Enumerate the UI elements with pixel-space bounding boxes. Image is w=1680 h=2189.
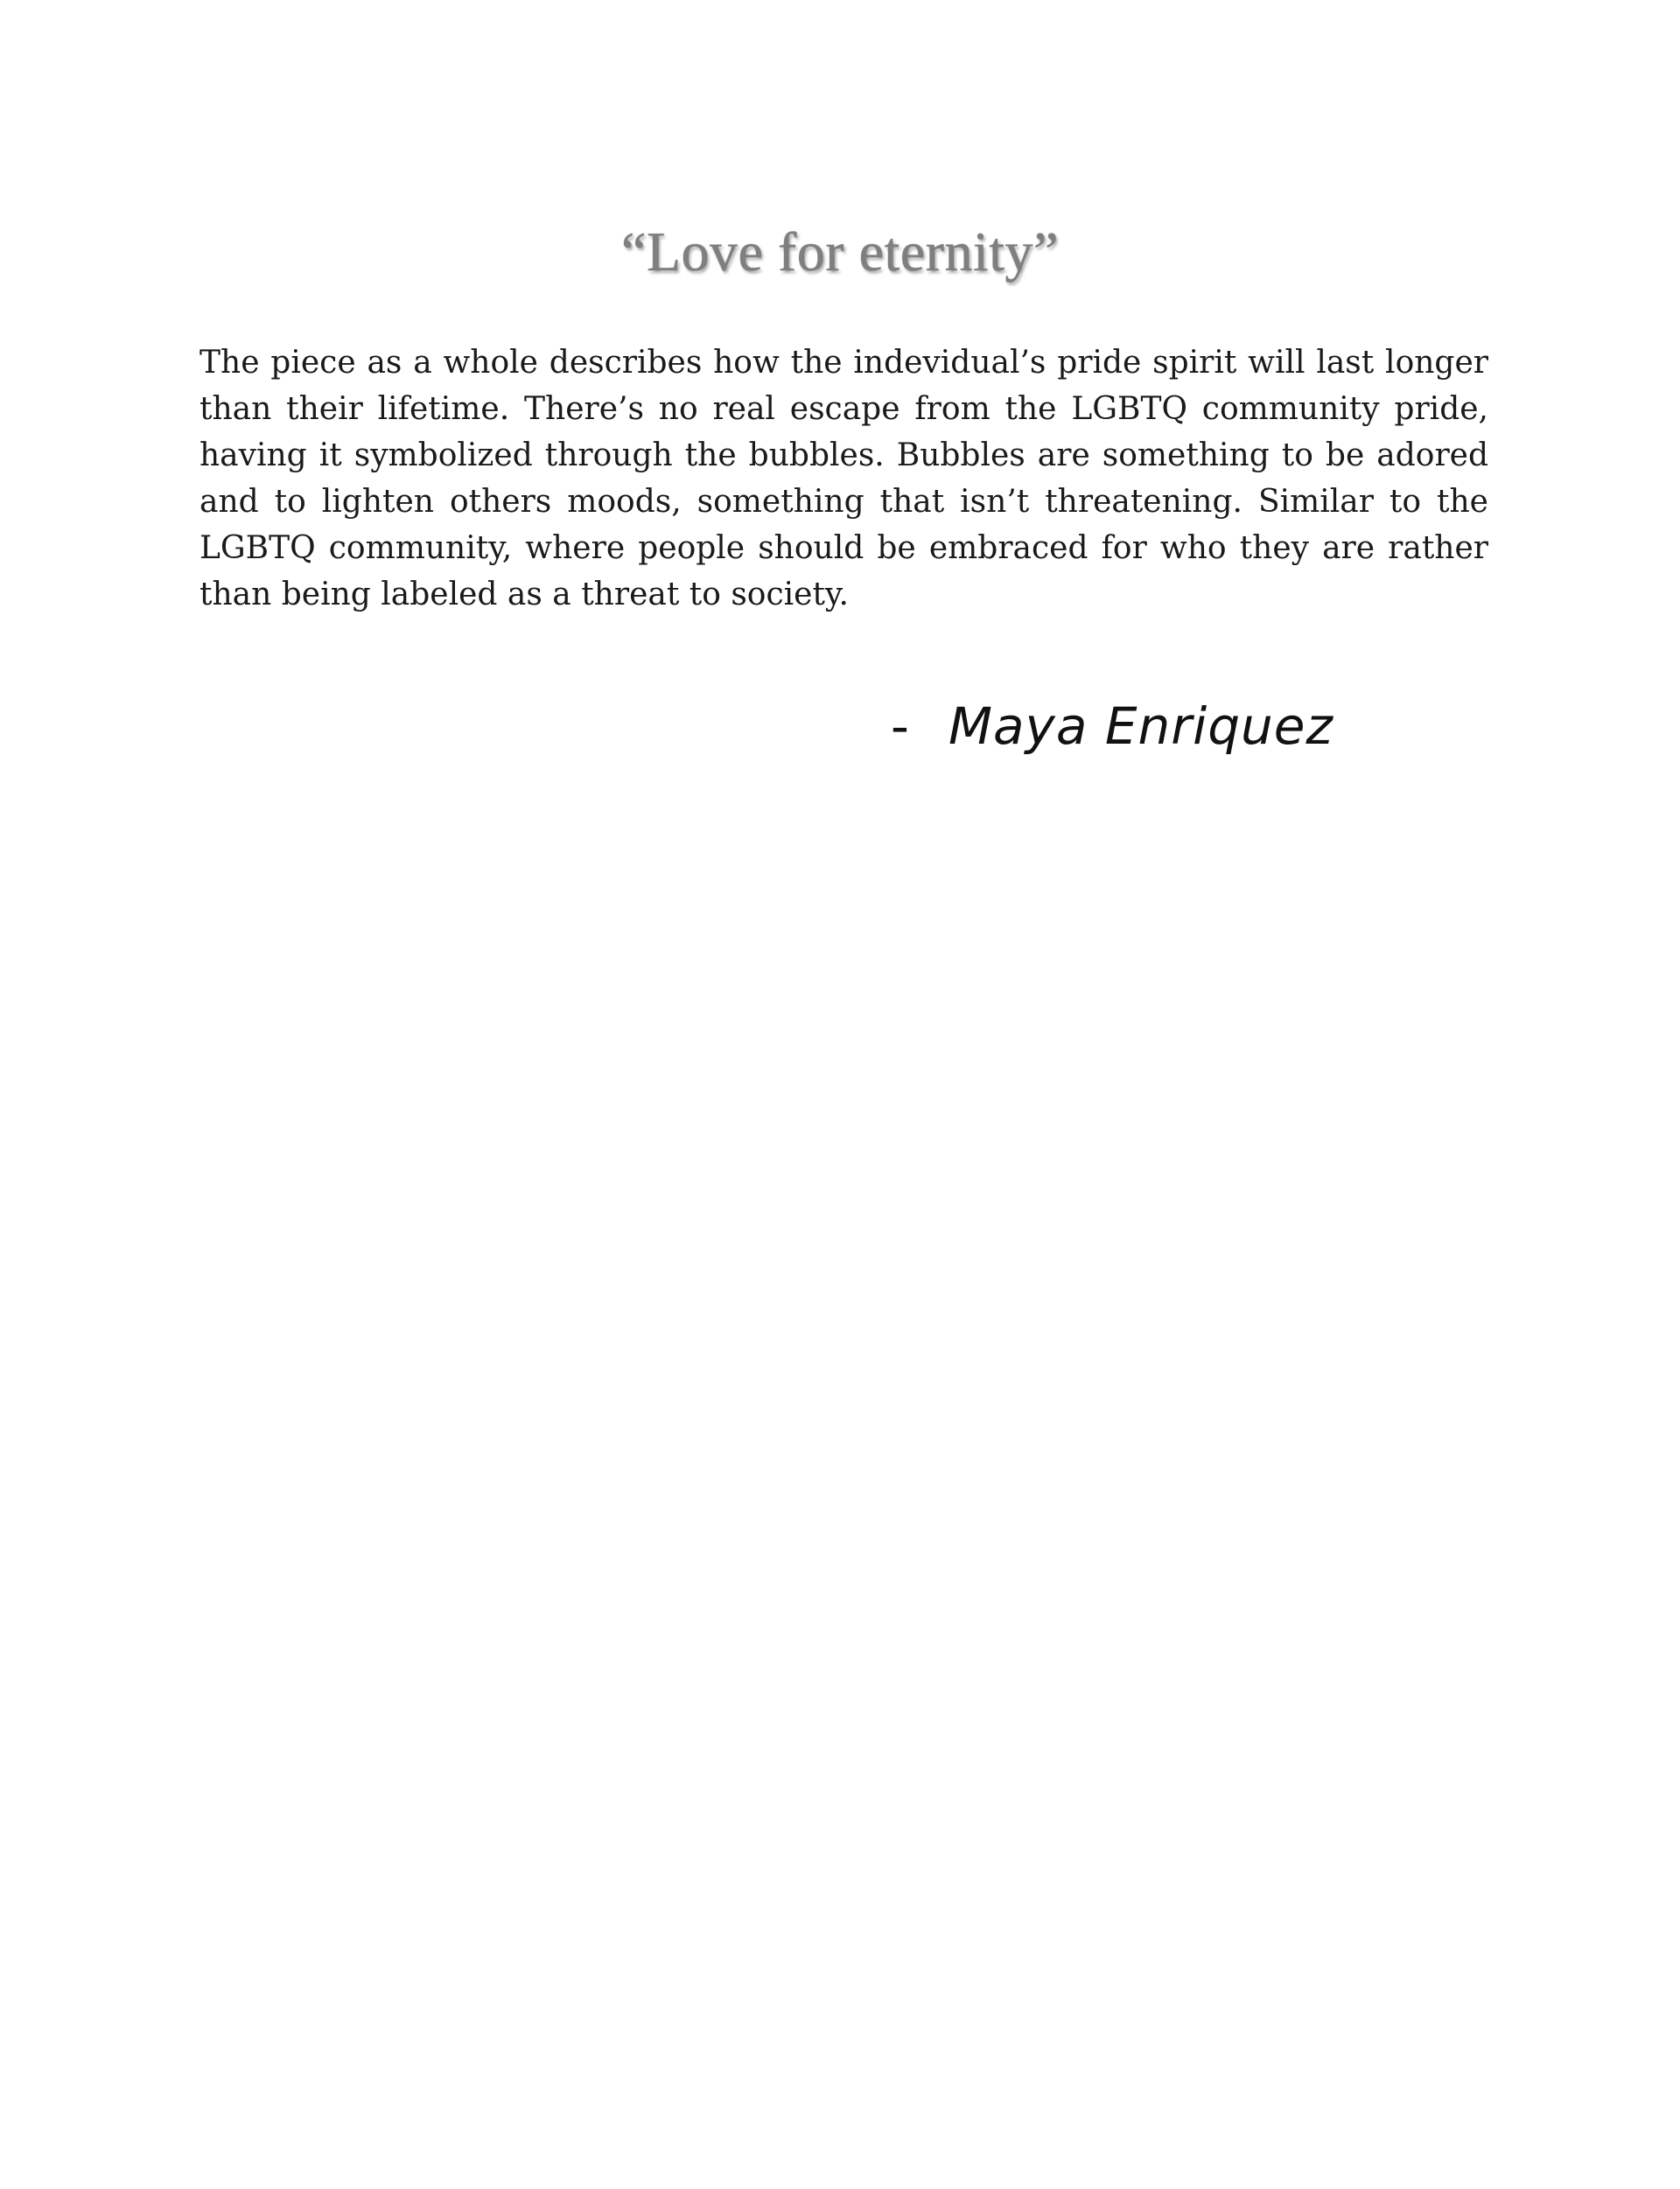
- signature-dash: -: [891, 696, 910, 756]
- document-title: “Love for eternity”: [621, 220, 1059, 283]
- document-body-paragraph: The piece as a whole describes how the indevidual’s pride spirit will last longer than their lifetime. There’s no real escape from the LGBTQ community pride, having it symbolized through the bubbles. Bubbles are something to be adored and to lighten others moods, something that isn’t threatening. Similar to the LGBTQ community, where people should be embraced for who they are rather than being labeled as a threat to society.: [200, 345, 1488, 612]
- signature-name: Maya Enriquez: [948, 696, 1334, 756]
- author-signature: [891, 691, 1334, 761]
